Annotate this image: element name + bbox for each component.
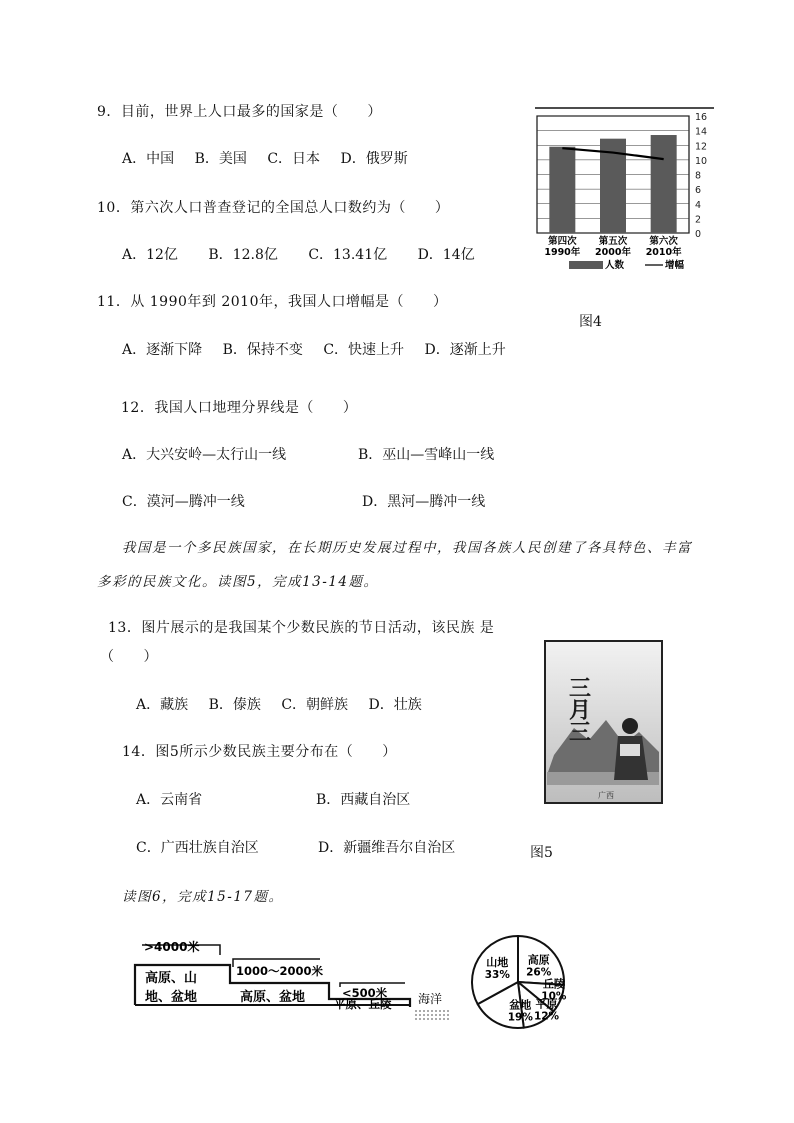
- fig6-pie-label: 山地: [486, 955, 509, 969]
- fig4-legend-line-label: 增幅: [665, 260, 685, 271]
- fig4-xtick-year: 2000年: [595, 247, 631, 258]
- fig4-xtick-label: 第六次: [649, 236, 678, 247]
- q11-option-b[interactable]: B．保持不变: [222, 342, 303, 358]
- q13-stem: 13．图片展示的是我国某个少数民族的节日活动，该民族 是: [108, 620, 495, 636]
- fig4-ytick-label: 12: [695, 141, 708, 153]
- q11-option-c[interactable]: C．快速上升: [323, 342, 405, 358]
- fig4-legend-bar-label: 人数: [605, 260, 625, 271]
- fig6-pie-value: 10%: [541, 990, 567, 1003]
- intro-fig6: 读图6，完成15-17题。: [122, 889, 284, 905]
- q13-options: [136, 694, 438, 714]
- q14-stem: 14．图5所示少数民族主要分布在（ ）: [122, 744, 397, 760]
- fig4-xtick-label: 第五次: [598, 236, 628, 247]
- q11-option-a[interactable]: A．逐渐下降: [122, 342, 203, 358]
- q10-option-a[interactable]: A．12亿: [122, 247, 178, 263]
- q11-options: [122, 339, 522, 359]
- fig4-ytick-label: 8: [695, 170, 702, 182]
- profile-zone-1b: 地、盆地: [145, 990, 198, 1005]
- q13-stem-cont: （ ）: [100, 649, 158, 665]
- fig4-xtick-label: 第四次: [548, 236, 577, 247]
- fig4-ytick-label: 16: [695, 112, 708, 123]
- fig4-legend-bar-swatch: [569, 261, 603, 269]
- q10-options: [122, 244, 491, 264]
- fig6-pie-value: 33%: [484, 968, 510, 981]
- fig4-ytick-label: 0: [695, 229, 702, 240]
- fig4-bar: [651, 135, 677, 233]
- q10-option-d[interactable]: D．14亿: [417, 247, 475, 263]
- poster-title: 三月三: [565, 676, 591, 742]
- q10-stem: 10．第六次人口普查登记的全国总人口数约为（ ）: [97, 200, 450, 216]
- fig6-pie-value: 26%: [526, 966, 552, 979]
- q12-option-a[interactable]: A．大兴安岭—太行山一线: [122, 447, 287, 463]
- fig4-ytick-label: 4: [695, 199, 702, 211]
- q9-option-d[interactable]: D．俄罗斯: [340, 151, 408, 167]
- q10-option-b[interactable]: B．12.8亿: [208, 247, 278, 263]
- fig4-xtick-year: 2010年: [645, 247, 682, 258]
- fig6-pie-label: 高原: [527, 953, 550, 967]
- q14-option-c[interactable]: C．广西壮族自治区: [136, 840, 259, 856]
- q13-option-b[interactable]: B．傣族: [208, 697, 261, 713]
- q9-options: [122, 148, 424, 168]
- q13-option-a[interactable]: A．藏族: [136, 697, 189, 713]
- profile-label-4000: >4000米: [144, 940, 200, 954]
- fig4-plot: [537, 112, 707, 271]
- fig5-caption: 图5: [530, 845, 553, 861]
- profile-zone-2: 高原、盆地: [240, 990, 306, 1005]
- fig4-chart: [533, 106, 718, 281]
- profile-label-1000-2000: 1000～2000米: [236, 964, 324, 978]
- q14-option-a[interactable]: A．云南省: [136, 792, 203, 808]
- q10-option-c[interactable]: C．13.41亿: [308, 247, 388, 263]
- fig4-caption: 图4: [579, 314, 602, 330]
- q14-option-d[interactable]: D．新疆维吾尔自治区: [318, 840, 456, 856]
- profile-sea-waves: [415, 1011, 450, 1019]
- fig4-bar: [549, 147, 575, 233]
- poster-figure-head: [622, 718, 638, 734]
- fig4-xtick-year: 1990年: [544, 247, 581, 258]
- q12-stem: 12．我国人口地理分界线是（ ）: [121, 400, 358, 416]
- q14-option-b[interactable]: B．西藏自治区: [316, 792, 411, 808]
- poster-footer: 广西: [598, 791, 614, 800]
- intro-line-2: 多彩的民族文化。读图5，完成13-14题。: [97, 574, 379, 590]
- fig6-pie-group: [472, 936, 567, 1028]
- q12-option-d[interactable]: D．黑河—腾冲一线: [362, 494, 486, 510]
- q13-option-d[interactable]: D．壮族: [368, 697, 422, 713]
- profile-zone-1a: 高原、山: [145, 971, 198, 986]
- q12-option-b[interactable]: B．巫山—雪峰山一线: [358, 447, 495, 463]
- fig4-ytick-label: 14: [695, 126, 708, 138]
- profile-zone-3: 平原、丘陵: [334, 997, 392, 1011]
- poster-figure-drum: [620, 744, 640, 756]
- q9-stem: 9．目前，世界上人口最多的国家是（ ）: [97, 104, 382, 120]
- q11-stem: 11．从 1990年到 2010年，我国人口增幅是（ ）: [97, 294, 448, 310]
- fig4-ytick-label: 10: [695, 155, 708, 167]
- fig6-pie-label: 丘陵: [542, 977, 565, 991]
- q9-option-a[interactable]: A．中国: [122, 151, 175, 167]
- fig4-ytick-label: 2: [695, 214, 702, 226]
- fig4-ytick-label: 6: [695, 185, 702, 197]
- fig6-terrain-profile: [130, 935, 460, 1025]
- fig6-pie-label: 盆地: [509, 998, 532, 1012]
- profile-label-500: <500米: [342, 986, 388, 1000]
- fig5-poster: [544, 640, 664, 805]
- q9-option-c[interactable]: C．日本: [267, 151, 321, 167]
- q11-option-d[interactable]: D．逐渐上升: [424, 342, 506, 358]
- q13-option-c[interactable]: C．朝鲜族: [281, 697, 349, 713]
- q9-option-b[interactable]: B．美国: [194, 151, 247, 167]
- fig6-pie-chart: [458, 932, 583, 1032]
- q12-option-c[interactable]: C．漠河—腾冲一线: [122, 494, 245, 510]
- fig6-pie-label: 平原: [535, 997, 558, 1011]
- profile-sea-label: 海洋: [418, 992, 443, 1006]
- fig6-pie-value: 12%: [533, 1010, 560, 1023]
- fig6-pie-value: 19%: [507, 1011, 533, 1024]
- intro-line-1: 我国是一个多民族国家，在长期历史发展过程中，我国各族人民创建了各具特色、丰富: [122, 540, 692, 556]
